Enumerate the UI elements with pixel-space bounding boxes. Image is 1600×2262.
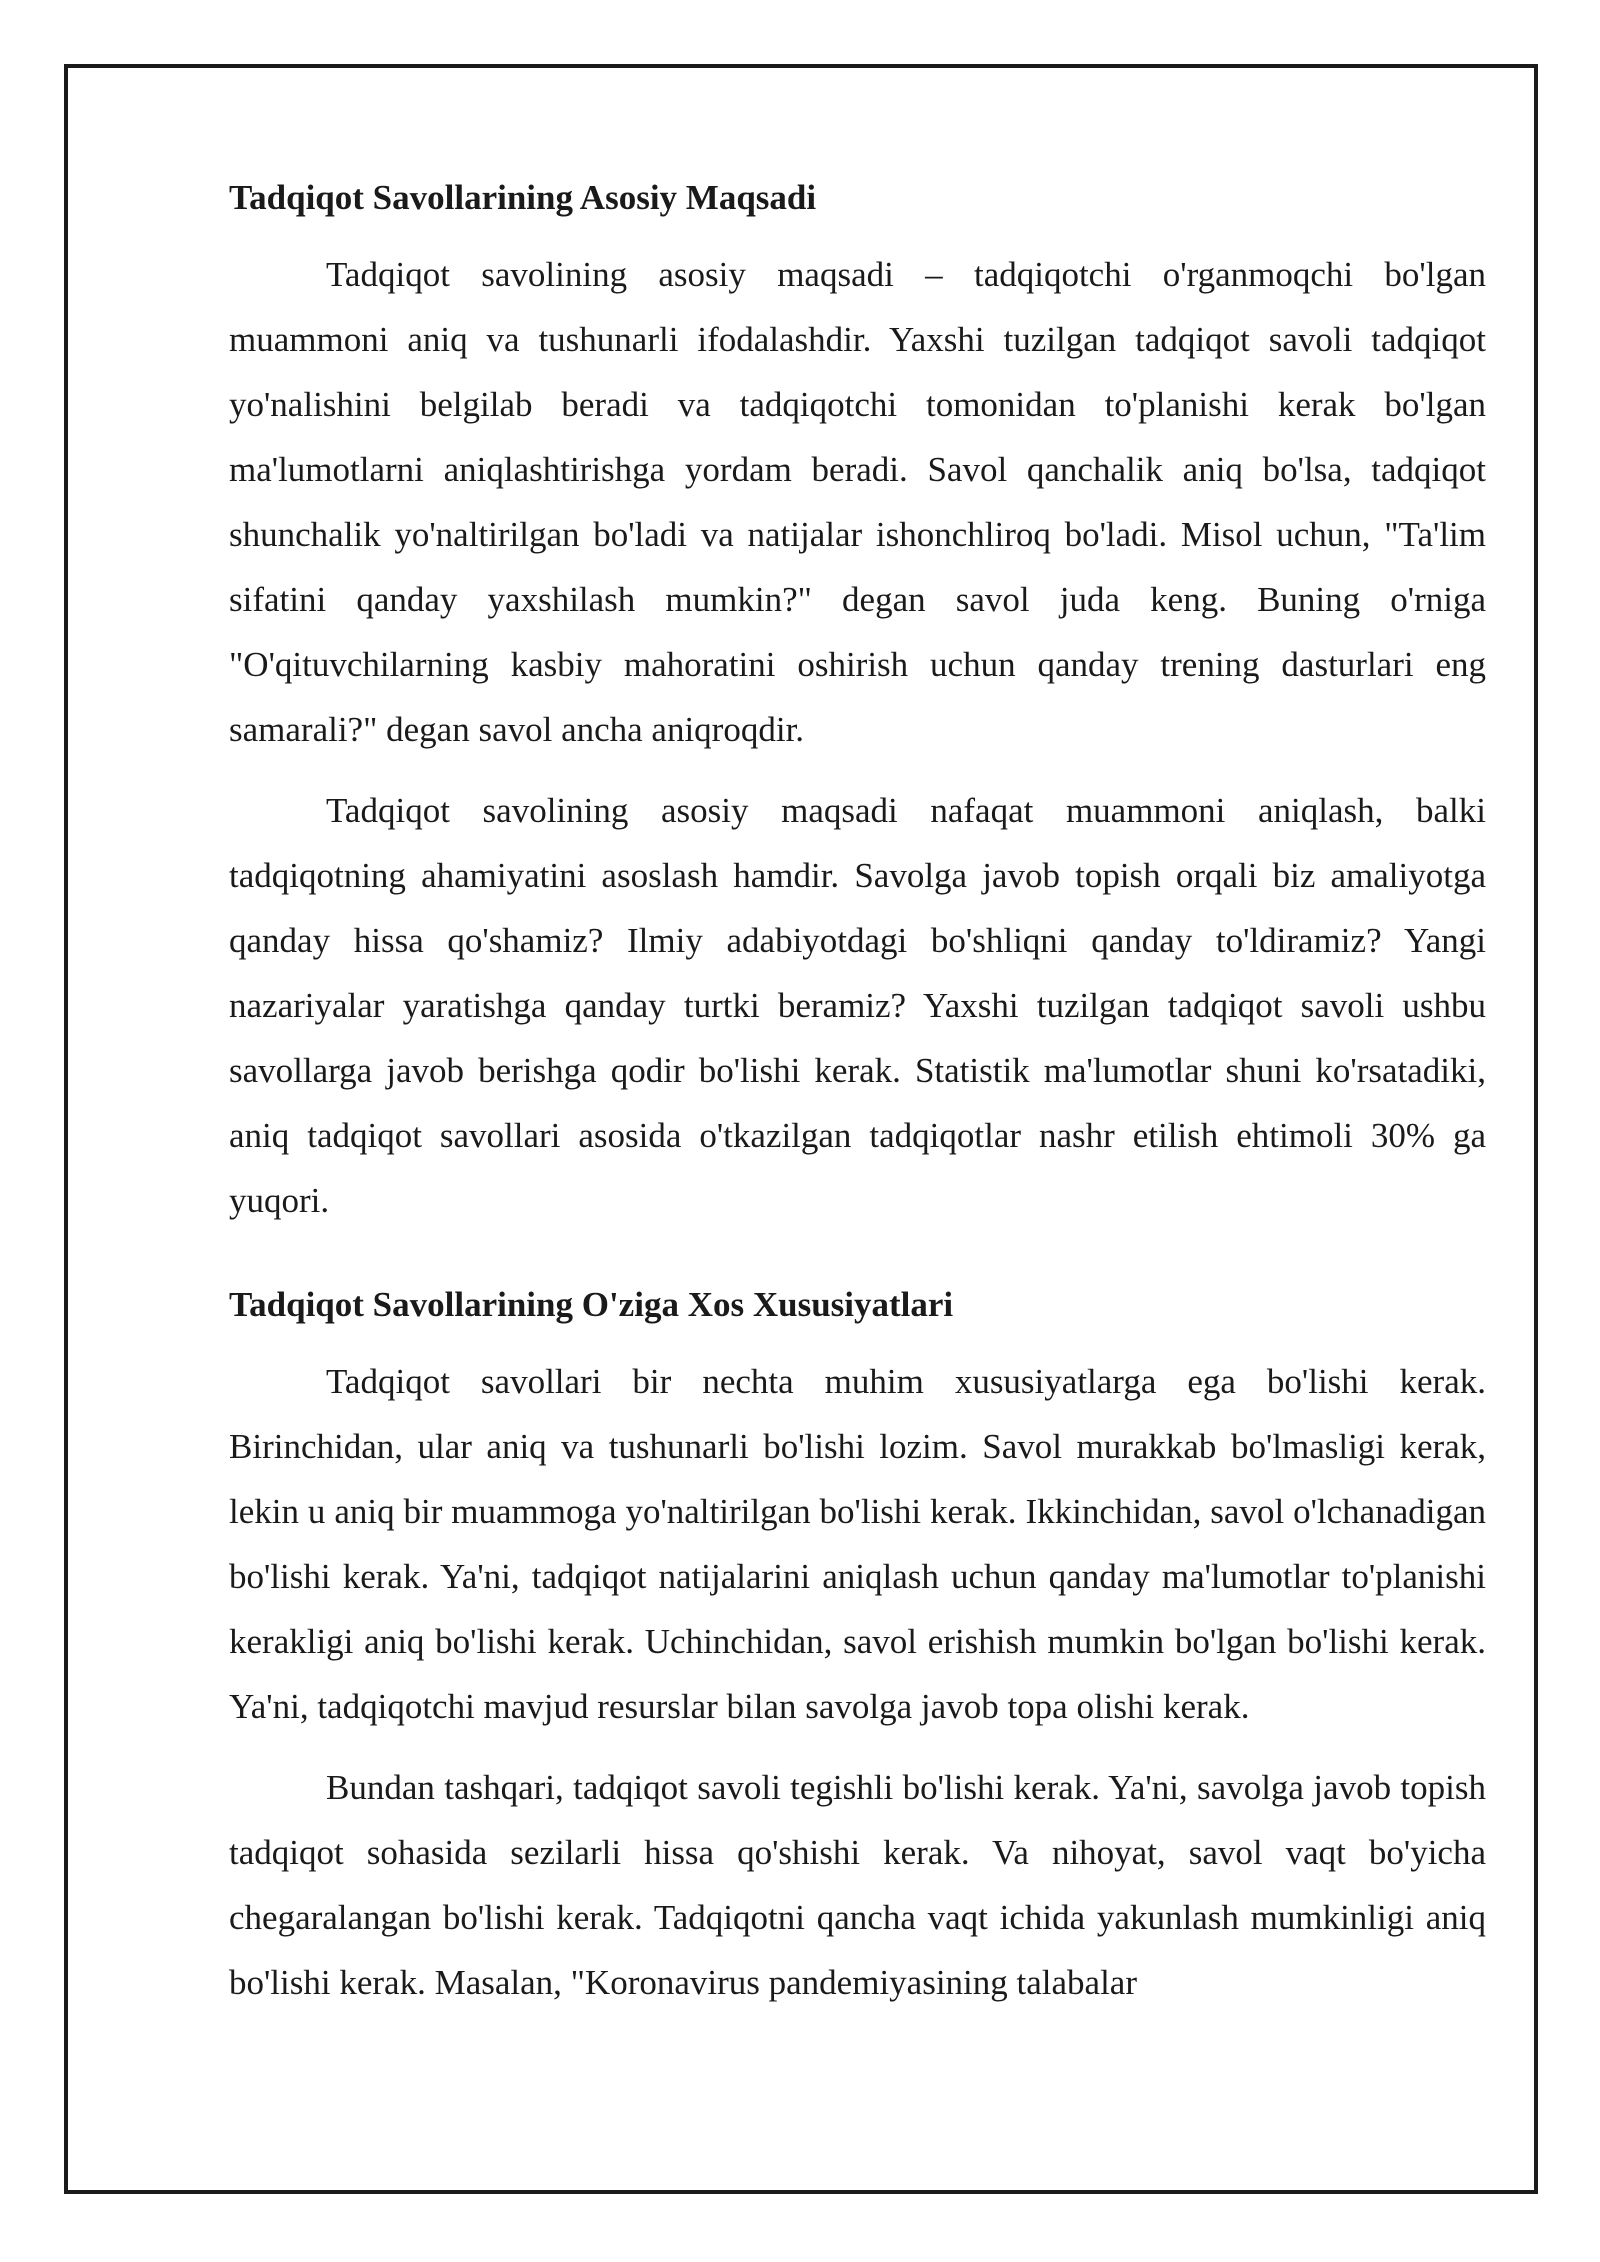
paragraph: Bundan tashqari, tadqiqot savoli tegishli bo'lishi kerak. Ya'ni, savolga javob topish tadqiqot sohasida sezilarli hissa qo'shishi kerak. Va nihoyat, savol vaqt bo'yicha chegaralangan bo'lishi kerak. Tadqiqotni qancha vaqt ichida yakunlash mumkinligi aniq bo'lishi kerak. Masalan, "Koronavirus pandemiyasining talabalar <box>229 1768 1486 2002</box>
paragraph: Tadqiqot savollari bir nechta muhim xususiyatlarga ega bo'lishi kerak. Birinchidan, ular aniq va tushunarli bo'lishi lozim. Savol murakkab bo'lmasligi kerak, lekin u aniq bir muammoga yo'naltirilgan bo'lishi kerak. Ikkinchidan, savol o'lchanadigan bo'lishi kerak. Ya'ni, tadqiqot natijalarini aniqlash uchun qanday ma'lumotlar to'planishi kerakligi aniq bo'lishi kerak. Uchinchidan, savol erishish mumkin bo'lgan bo'lishi kerak. Ya'ni, tadqiqotchi mavjud resurslar bilan savolga javob topa olishi kerak. <box>229 1362 1486 1726</box>
document-body <box>229 168 1486 2015</box>
section-heading-characteristics: Tadqiqot Savollarining O'ziga Xos Xususiyatlari <box>229 1285 954 1324</box>
section-heading-main-purpose: Tadqiqot Savollarining Asosiy Maqsadi <box>229 178 817 217</box>
paragraph: Tadqiqot savolining asosiy maqsadi – tadqiqotchi o'rganmoqchi bo'lgan muammoni aniq va tushunarli ifodalashdir. Yaxshi tuzilgan tadqiqot savoli tadqiqot yo'nalishini belgilab beradi va tadqiqotchi tomonidan to'planishi kerak bo'lgan ma'lumotlarni aniqlashtirishga yordam beradi. Savol qanchalik aniq bo'lsa, tadqiqot shunchalik yo'naltirilgan bo'ladi va natijalar ishonchliroq bo'ladi. Misol uchun, "Ta'lim sifatini qanday yaxshilash mumkin?" degan savol juda keng. Buning o'rniga "O'qituvchilarning kasbiy mahoratini oshirish uchun qanday trening dasturlari eng samarali?" degan savol ancha aniqroqdir. <box>229 255 1486 749</box>
paragraph: Tadqiqot savolining asosiy maqsadi nafaqat muammoni aniqlash, balki tadqiqotning ahamiyatini asoslash hamdir. Savolga javob topish orqali biz amaliyotga qanday hissa qo'shamiz? Ilmiy adabiyotdagi bo'shliqni qanday to'ldiramiz? Yangi nazariyalar yaratishga qanday turtki beramiz? Yaxshi tuzilgan tadqiqot savoli ushbu savollarga javob berishga qodir bo'lishi kerak. Statistik ma'lumotlar shuni ko'rsatadiki, aniq tadqiqot savollari asosida o'tkazilgan tadqiqotlar nashr etilish ehtimoli 30% ga yuqori. <box>229 791 1486 1220</box>
